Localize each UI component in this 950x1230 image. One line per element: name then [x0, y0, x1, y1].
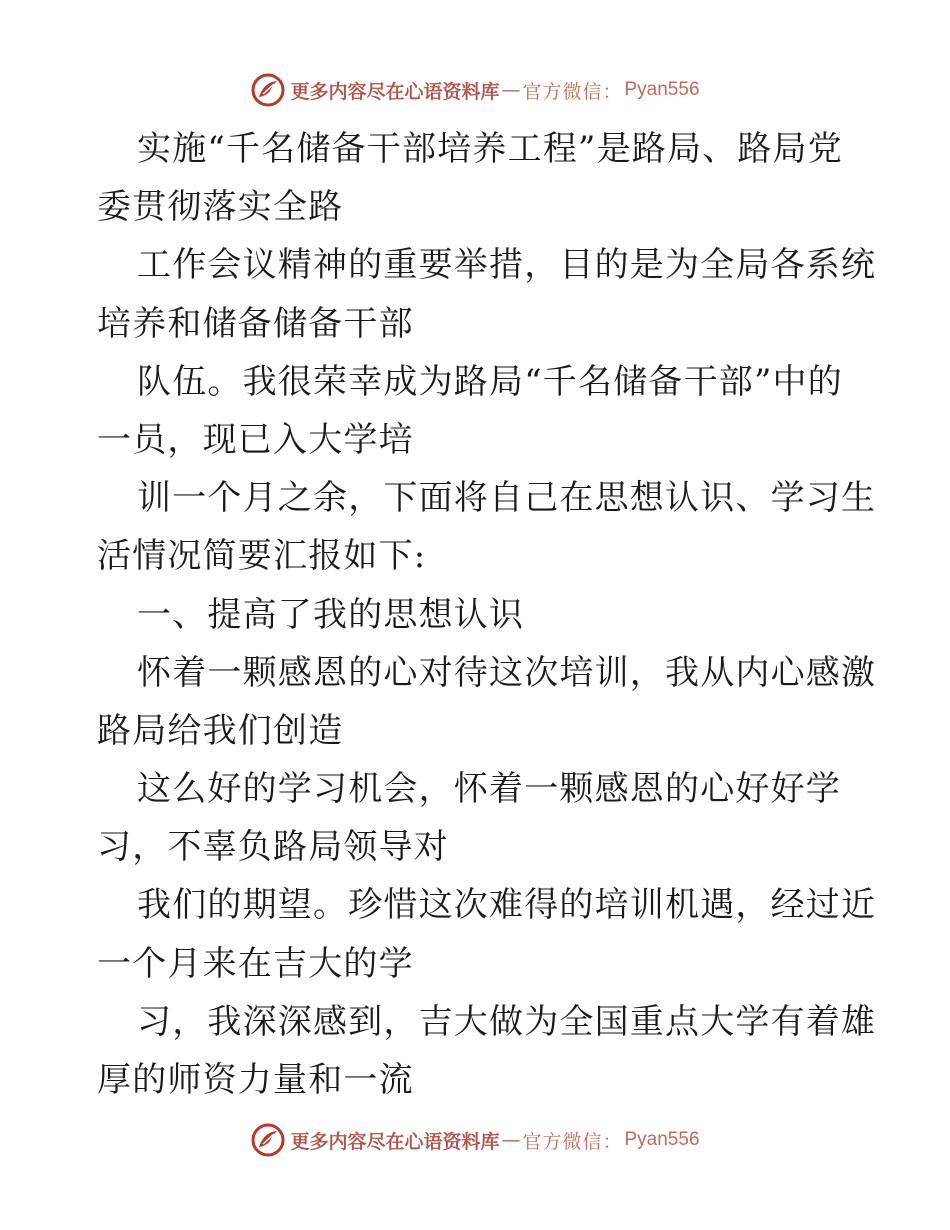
banner-site-name: 更多内容尽在心语资料库 [290, 80, 500, 103]
text-line: 我们的期望。珍惜这次难得的培训机遇，经过近 [137, 885, 877, 926]
text-line: 这么好的学习机会，怀着一颗感恩的心好好学 [137, 769, 841, 810]
banner-official-label: 官方微信： [522, 1130, 623, 1153]
section-heading: 一、提高了我的思想认识 [137, 594, 525, 635]
header-banner [0, 70, 950, 110]
text-line: 厚的师资力量和一流 [97, 1060, 414, 1100]
text-line: 习，不辜负路局领导对 [97, 827, 449, 868]
text-line: 委贯彻落实全路 [97, 187, 344, 228]
text-line: 一个月来在吉大的学 [97, 943, 414, 984]
banner-wechat-handle: Pyan556 [624, 79, 700, 100]
text-line: 训一个月之余，下面将自己在思想认识、学习生 [137, 478, 877, 519]
text-line: 路局给我们创造 [97, 710, 344, 751]
text-line: 实施“千名储备干部培养工程”是路局、路局党 [137, 129, 843, 169]
text-line: 队伍。我很荣幸成为路局“千名储备干部”中的 [137, 361, 843, 402]
text-line: 培养和储备储备干部 [97, 303, 414, 344]
banner-wechat-handle: Pyan556 [624, 1129, 700, 1150]
text-line: 习，我深深感到，吉大做为全国重点大学有着雄 [137, 1001, 877, 1042]
logo-icon [250, 1122, 286, 1158]
document-body [97, 120, 877, 1109]
text-line: 工作会议精神的重要举措，目的是为全局各系统 [137, 245, 877, 286]
text-line: 一员，现已入大学培 [97, 419, 414, 460]
footer-banner [0, 1120, 950, 1160]
banner-official-label: 官方微信： [522, 80, 623, 103]
banner-dash: — [501, 79, 521, 101]
logo-icon [250, 72, 286, 108]
banner-dash: — [501, 1129, 521, 1151]
banner-site-name: 更多内容尽在心语资料库 [290, 1130, 500, 1153]
text-line: 怀着一颗感恩的心对待这次培训，我从内心感激 [137, 652, 877, 693]
text-line: 活情况简要汇报如下: [97, 536, 427, 577]
